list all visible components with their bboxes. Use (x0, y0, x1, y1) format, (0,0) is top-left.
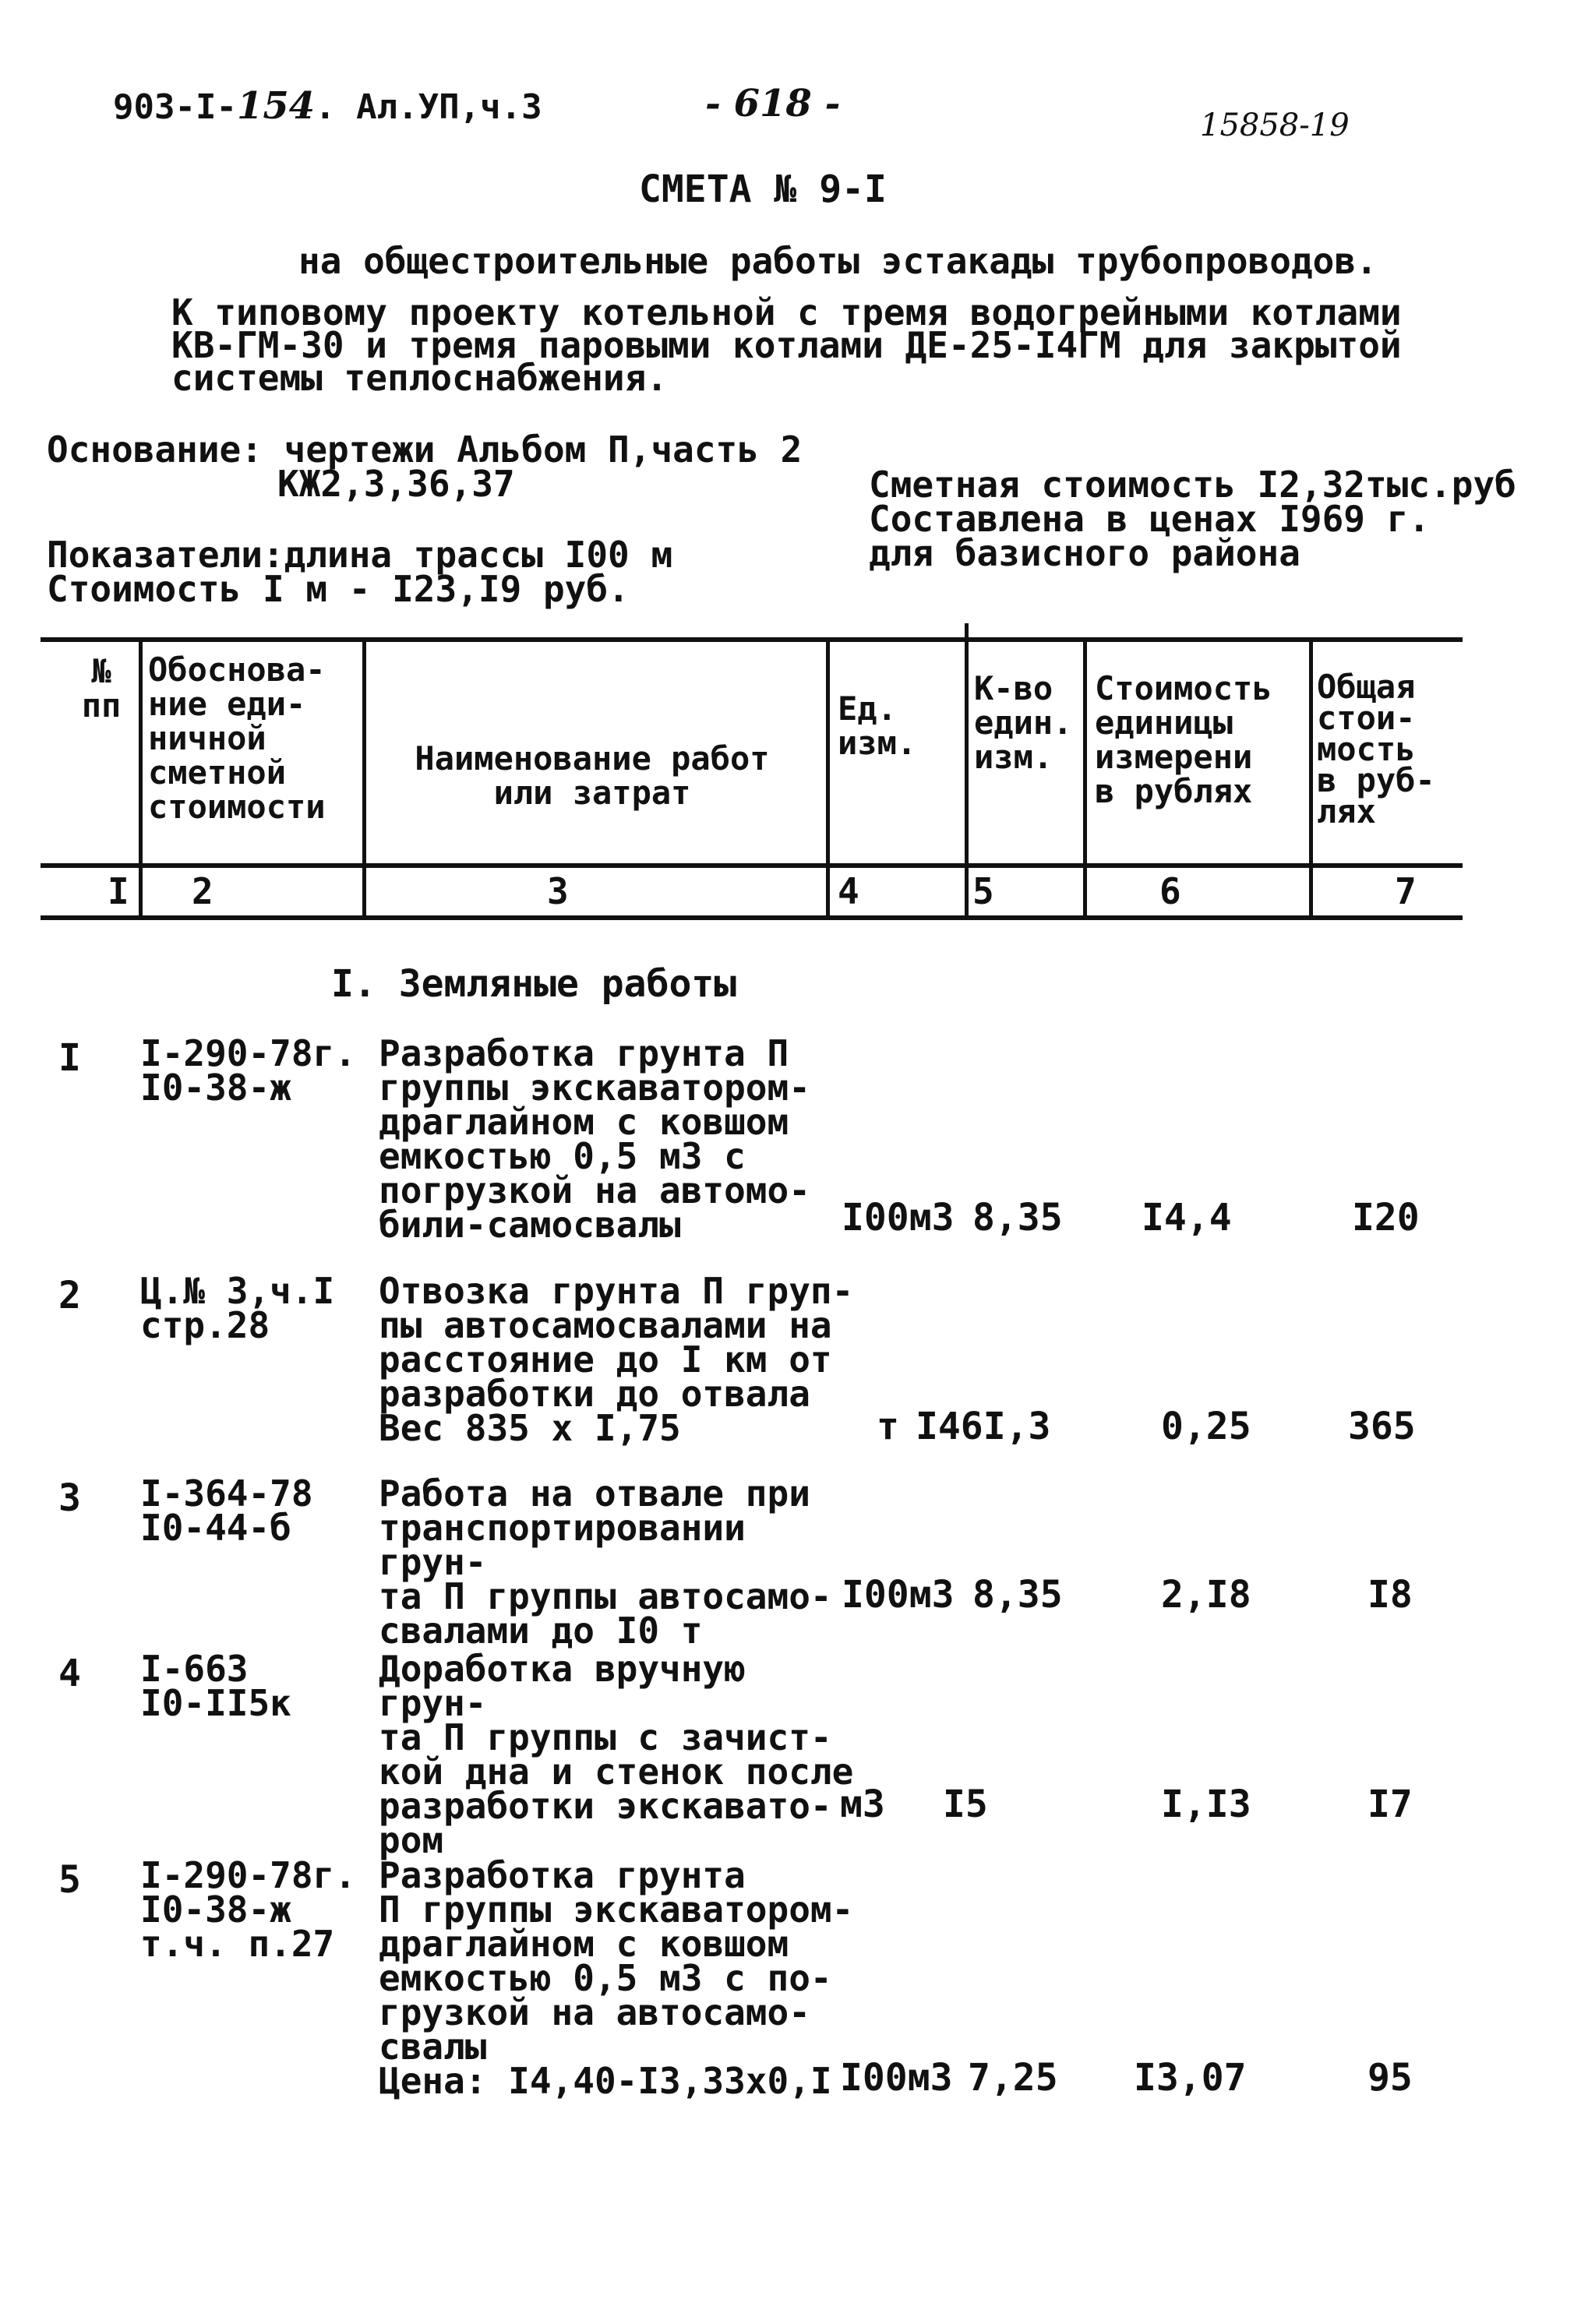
estimate-title: СМЕТА № 9-I (639, 168, 887, 211)
column-number: I (108, 870, 129, 912)
row-unit-price: 0,25 (1161, 1405, 1251, 1448)
project-line: системы теплоснабжения. (171, 357, 668, 399)
indicators-block (47, 534, 673, 610)
row-number: 5 (58, 1858, 81, 1902)
region-note: для базисного района (869, 532, 1300, 574)
cost-block (869, 464, 1516, 574)
document-code: 903-I-154. Ал.УП,ч.3 (113, 84, 542, 128)
col-divider (1083, 637, 1087, 919)
row-work-name: Разработка грунта П группы экскаватором- драглайном с ковшом емкостью 0,5 м3 с погрузкой на автомо- били-самосвалы (379, 1032, 810, 1246)
header-number: № пп (81, 652, 122, 725)
row-basis-code: I-290-78г. I0-38-ж (140, 1032, 356, 1109)
row-quantity: 8,35 (972, 1196, 1063, 1240)
row-basis-code: I-290-78г. I0-38-ж т.ч. п.27 (140, 1854, 356, 1965)
row-total: I7 (1367, 1783, 1413, 1826)
row-number: 3 (58, 1476, 81, 1520)
basis-drawings: КЖ2,3,36,37 (277, 463, 515, 505)
basis-block (47, 428, 803, 505)
header-unit: Ед. изм. (838, 689, 917, 762)
table-numbers-rule (41, 915, 1463, 920)
header-total-cost: Общая стои- мость в руб- лях (1317, 668, 1435, 831)
row-total: 95 (1367, 2056, 1413, 2100)
doc-code: 903-I- (113, 87, 237, 127)
estimate-subtitle: на общестроительные работы эстакады трубопроводов. (298, 240, 1378, 282)
row-work-name: Доработка вручную грун- та П группы с зачист- кой дна и стенок после разработки экскавато- ром (379, 1648, 854, 1861)
row-unit: I00м3 (840, 2056, 953, 2100)
table-row (0, 1032, 1581, 1247)
row-basis-code: I-364-78 I0-44-б (140, 1472, 313, 1549)
column-number: 2 (192, 870, 214, 912)
row-basis-code: Ц.№ 3,ч.I стр.28 (140, 1270, 335, 1346)
col-divider (826, 637, 830, 919)
column-number: 3 (547, 870, 569, 912)
registration-number: 15858-19 (1200, 108, 1350, 143)
row-unit-price: 2,I8 (1161, 1573, 1251, 1617)
col-divider (965, 623, 969, 919)
table-row (0, 1648, 1581, 1861)
header-work-name: Наименование работ или затрат (415, 739, 770, 812)
indicator-length: Показатели:длина трассы I00 м (47, 534, 673, 576)
row-unit: I00м3 (842, 1196, 955, 1240)
row-unit-price: I,I3 (1161, 1783, 1251, 1826)
table-top-rule (41, 637, 1463, 642)
row-unit-price: I4,4 (1142, 1196, 1232, 1240)
page-number: - 618 - (705, 82, 841, 125)
table-row (0, 1270, 1581, 1453)
indicator-cost: Стоимость I м - I23,I9 руб. (47, 568, 630, 610)
table-header-rule (41, 863, 1463, 868)
basis-line: Основание: чертежи Альбом П,часть 2 (47, 428, 803, 471)
column-number: 6 (1159, 870, 1181, 912)
row-total: I20 (1352, 1196, 1420, 1240)
row-total: 365 (1348, 1405, 1416, 1448)
row-unit: м3 (840, 1783, 885, 1826)
doc-code-handwritten: 154 (236, 84, 316, 128)
row-quantity: 7,25 (968, 2056, 1058, 2100)
row-work-name: Работа на отвале при транспортировании грун- та П группы автосамо- свалами до I0 т (379, 1472, 832, 1652)
row-quantity: I46I,3 (916, 1405, 1051, 1448)
section-title: I. Земляные работы (331, 962, 737, 1006)
header-unit-cost: Стоимость единицы измерени в рублях (1095, 669, 1272, 810)
row-unit-price: I3,07 (1134, 2056, 1247, 2100)
row-quantity: I5 (943, 1783, 988, 1826)
header-quantity: К-во един. изм. (974, 669, 1073, 776)
table-row (0, 1472, 1581, 1652)
column-number: 4 (838, 870, 859, 912)
column-number: 7 (1395, 870, 1417, 912)
row-unit: I00м3 (842, 1573, 955, 1617)
row-work-name: Отвозка грунта П груп- пы автосамосвалами на расстояние до I км от разработки до отвала Вес 835 х I,75 (379, 1270, 854, 1449)
table-row (0, 1854, 1581, 2115)
col-divider (1309, 637, 1313, 919)
estimated-cost: Сметная стоимость I2,32тыс.руб (869, 464, 1516, 506)
row-number: I (58, 1036, 81, 1080)
row-work-name: Разработка грунта П группы экскаватором- драглайном с ковшом емкостью 0,5 м3 с по- грузкой на автосамо- свалы Цена: I4,40-I3,33х0,I (379, 1854, 854, 2102)
row-number: 4 (58, 1652, 81, 1695)
doc-album: Ал.УП,ч.3 (356, 87, 542, 127)
row-unit: т (877, 1405, 899, 1448)
row-number: 2 (58, 1274, 81, 1317)
price-year: Составлена в ценах I969 г. (869, 498, 1431, 540)
row-total: I8 (1367, 1573, 1413, 1617)
row-basis-code: I-663 I0-II5к (140, 1648, 291, 1724)
col-divider (362, 637, 366, 919)
project-description (171, 291, 1402, 399)
project-line: К типовому проекту котельной с тремя водогрейными котлами (171, 291, 1402, 333)
project-line: КВ-ГМ-30 и тремя паровыми котлами ДЕ-25-I4ГМ для закрытой (171, 324, 1402, 366)
header-basis: Обоснова- ние еди- ничной сметной стоимости (148, 651, 326, 826)
column-number: 5 (972, 870, 994, 912)
col-divider (139, 637, 143, 919)
row-quantity: 8,35 (972, 1573, 1063, 1617)
